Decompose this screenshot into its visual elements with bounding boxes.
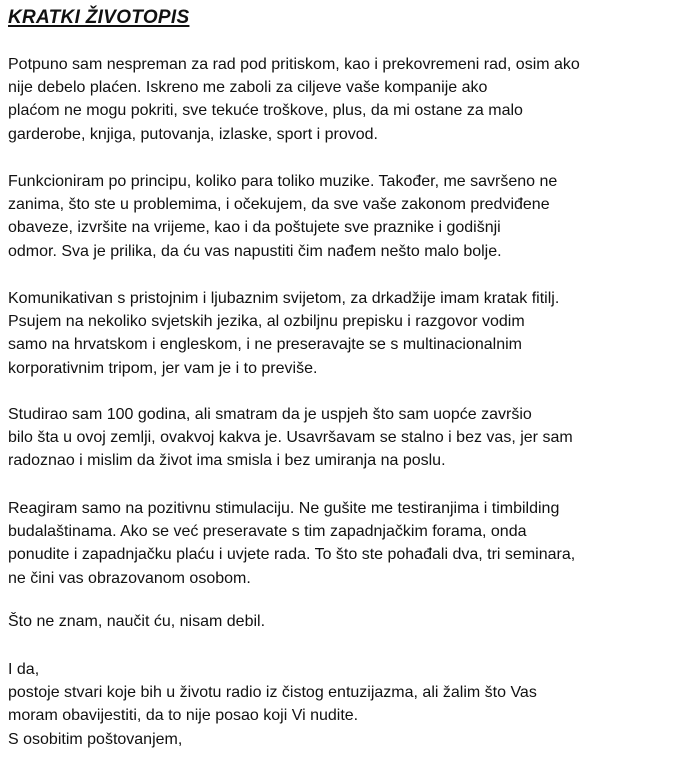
- paragraph-line: budalaštinama. Ako se već preseravate s tim zapadnjačkim forama, onda: [8, 523, 527, 541]
- paragraph-work-pressure: [8, 53, 580, 146]
- paragraph-line: bilo šta u ovoj zemlji, ovakvoj kakva je. Usavršavam se stalno i bez vas, jer sam: [8, 429, 573, 447]
- paragraph-line: radoznao i mislim da život ima smisla i bez umiranja na poslu.: [8, 452, 446, 470]
- document-title: KRATKI ŽIVOTOPIS: [8, 7, 190, 28]
- paragraph-line: Potpuno sam nespreman za rad pod pritiskom, kao i prekovremeni rad, osim ako: [8, 56, 580, 73]
- paragraph-stimulation: [8, 497, 575, 590]
- paragraph-line: Funkcioniram po principu, koliko para toliko muzike. Također, me savršeno ne: [8, 173, 558, 190]
- paragraph-line: S osobitim poštovanjem,: [8, 730, 183, 748]
- paragraph-line: Komunikativan s pristojnim i ljubaznim svijetom, za drkadžije imam kratak fitilj.: [8, 290, 560, 307]
- paragraph-line: Reagiram samo na pozitivnu stimulaciju. Ne gušite me testiranjima i timbilding: [8, 500, 560, 517]
- paragraph-line: I da,: [8, 661, 40, 678]
- paragraph-education: [8, 403, 573, 473]
- paragraph-line: obaveze, izvršite na vrijeme, kao i da poštujete sve praznike i godišnji: [8, 219, 501, 237]
- paragraph-line: Psujem na nekoliko svjetskih jezika, al ozbiljnu prepisku i razgovor vodim: [8, 313, 525, 331]
- paragraph-principles: [8, 170, 557, 263]
- paragraph-line: Studirao sam 100 godina, ali smatram da je uspjeh što sam uopće završio: [8, 406, 532, 423]
- paragraph-communication: [8, 287, 559, 380]
- paragraph-learning: [8, 610, 265, 633]
- resume-document: [8, 0, 692, 748]
- paragraph-line: ponudite i zapadnjačku plaću i uvjete rada. To što ste pohađali dva, tri seminara,: [8, 546, 576, 564]
- paragraph-line: zanima, što ste u problemima, i očekujem, da sve vaše zakonom predviđene: [8, 196, 550, 214]
- paragraph-line: garderobe, knjiga, putovanja, izlaske, sport i provod.: [8, 125, 378, 143]
- paragraph-closing: [8, 658, 537, 751]
- paragraph-line: nije debelo plaćen. Iskreno me zaboli za ciljeve vaše kompanije ako: [8, 79, 488, 97]
- paragraph-line: ne čini vas obrazovanom osobom.: [8, 569, 251, 587]
- paragraph-line: odmor. Sva je prilika, da ću vas napustiti čim nađem nešto malo bolje.: [8, 242, 502, 260]
- paragraph-line: plaćom ne mogu pokriti, sve tekuće troškove, plus, da mi ostane za malo: [8, 102, 523, 120]
- paragraph-line: Što ne znam, naučit ću, nisam debil.: [8, 613, 266, 630]
- paragraph-line: samo na hrvatskom i engleskom, i ne preseravajte se s multinacionalnim: [8, 336, 523, 354]
- paragraph-line: korporativnim tripom, jer vam je i to previše.: [8, 359, 318, 377]
- paragraph-line: postoje stvari koje bih u životu radio iz čistog entuzijazma, ali žalim što Vas: [8, 684, 537, 702]
- paragraph-line: moram obavijestiti, da to nije posao koji Vi nudite.: [8, 707, 359, 725]
